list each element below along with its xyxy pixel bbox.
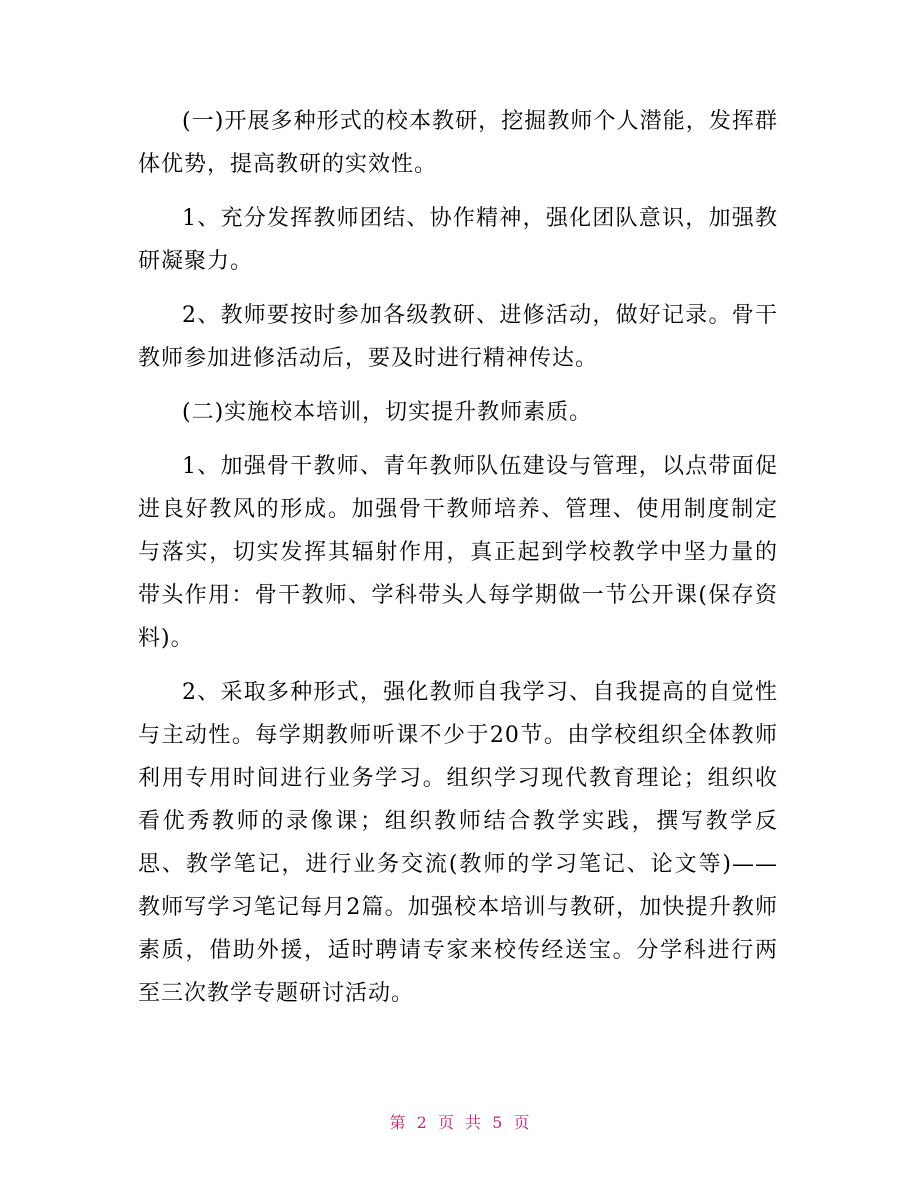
- footer-total-label: 共: [465, 1113, 483, 1132]
- paragraph-section-one-heading: (一)开展多种形式的校本教研，挖掘教师个人潜能，发挥群体优势，提高教研的实效性。: [138, 109, 778, 177]
- paragraph-item-1: 1、充分发挥教师团结、协作精神，强化团队意识，加强教研凝聚力。: [138, 206, 778, 274]
- paragraph-section-two-heading: (二)实施校本培训，切实提升教师素质。: [182, 400, 593, 425]
- footer-suffix: 页: [513, 1113, 531, 1132]
- footer-total-pages: 5: [492, 1113, 504, 1132]
- paragraph-item-2: 2、教师要按时参加各级教研、进修活动，做好记录。骨干教师参加进修活动后，要及时进行精神传达。: [138, 303, 778, 371]
- footer-prefix: 第: [389, 1113, 407, 1132]
- paragraph-training-item-2: 2、采取多种形式，强化教师自我学习、自我提高的自觉性与主动性。每学期教师听课不少于20节。由学校组织全体教师利用专用时间进行业务学习。组织学习现代教育理论；组织收看优秀教师的录像课；组织教师结合教学实践，撰写教学反思、教学笔记，进行业务交流(教师的学习笔记、论文等)——教师写学习笔记每月2篇。加强校本培训与教研，加快提升教师素质，借助外援，适时聘请专家来校传经送宝。分学科进行两至三次教学专题研讨活动。: [138, 680, 778, 1006]
- document-body: [138, 100, 778, 1026]
- page-footer: [0, 1110, 920, 1133]
- paragraph-training-item-1: 1、加强骨干教师、青年教师队伍建设与管理，以点带面促进良好教风的形成。加强骨干教师培养、管理、使用制度制定与落实，切实发挥其辐射作用，真正起到学校教学中坚力量的带头作用：骨干教师、学科带头人每学期做一节公开课(保存资料)。: [138, 454, 778, 651]
- footer-current-page: 2: [416, 1113, 428, 1132]
- footer-page-label: 页: [437, 1113, 455, 1132]
